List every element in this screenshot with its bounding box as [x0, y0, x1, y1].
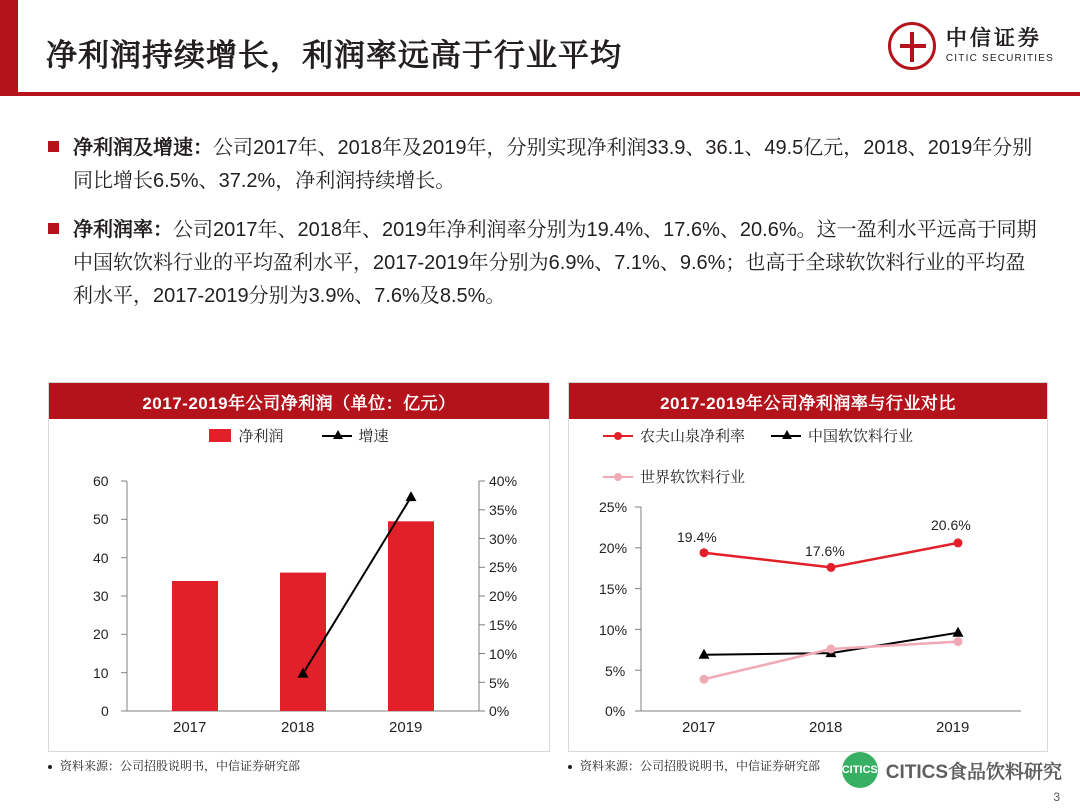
watermark [842, 752, 1062, 788]
list-item [48, 132, 1038, 198]
y2-tick-label: 5% [489, 675, 510, 691]
bullet-dot-icon [48, 765, 52, 769]
header-accent-bar [0, 0, 18, 96]
y2-tick-label: 15% [489, 617, 518, 633]
header-divider [0, 92, 1080, 96]
legend-label: 农夫山泉净利率 [640, 428, 746, 445]
bullet-text [73, 132, 1038, 198]
bullet-list [48, 132, 1038, 329]
y-tick-label: 20 [93, 626, 109, 642]
right-source-note [568, 757, 820, 774]
citic-logo-icon [888, 22, 936, 70]
logo-text-en: CITIC SECURITIES [945, 53, 1054, 65]
bullet-square-icon [48, 223, 59, 234]
x-tick-label: 2019 [389, 719, 423, 736]
bullet-dot-icon [568, 765, 572, 769]
page-number: 3 [1053, 790, 1060, 804]
right-chart-panel [568, 382, 1048, 752]
y-tick-label: 10 [93, 665, 109, 681]
logo-text-cn: 中信证券 [945, 26, 1042, 50]
source-text: 资料来源：公司招股说明书，中信证券研究部 [60, 759, 301, 773]
page-title: 净利润持续增长，利润率远高于行业平均 [46, 38, 622, 73]
y2-tick-label: 10% [489, 646, 518, 662]
watermark-text: CITICS食品饮料研究 [885, 761, 1062, 783]
y2-tick-label: 35% [489, 502, 518, 518]
right-chart-title: 2017-2019年公司净利润率与行业对比 [569, 383, 1047, 419]
y-tick-label: 0 [101, 703, 109, 719]
left-source-note [48, 757, 300, 774]
company-logo [888, 22, 1054, 70]
right-chart-svg [569, 419, 1047, 751]
x-tick-label: 2019 [936, 719, 970, 736]
x-tick-label: 2018 [281, 719, 315, 736]
legend-label: 中国软饮料行业 [808, 428, 914, 445]
y-tick-label: 5% [605, 663, 626, 679]
right-chart-plot [569, 419, 1047, 751]
bullet-text [73, 214, 1038, 313]
legend-label: 增速 [358, 428, 389, 445]
left-chart-panel [48, 382, 550, 752]
y-tick-label: 20% [599, 540, 628, 556]
y2-tick-label: 30% [489, 531, 518, 547]
data-label: 17.6% [805, 543, 845, 559]
watermark-logo-icon: CITICS [842, 752, 878, 788]
y2-tick-label: 20% [489, 588, 518, 604]
y-tick-label: 15% [599, 581, 628, 597]
x-tick-label: 2017 [682, 719, 716, 736]
left-chart-svg [49, 419, 549, 751]
legend-label: 世界软饮料行业 [640, 469, 746, 486]
bullet-body: 公司2017年、2018年、2019年净利润率分别为19.4%、17.6%、20.6%。这一盈利水平远高于同期中国软饮料行业的平均盈利水平，2017-2019年分别为6.9%、7.1%、9.6%；也高于全球软饮料行业的平均盈利水平，2017-2019分别为3.9%、7.6%及8.5%。 [73, 219, 1037, 307]
y-tick-label: 30 [93, 588, 109, 604]
bullet-lead: 净利润率： [73, 219, 173, 241]
source-text: 资料来源：公司招股说明书，中信证券研究部 [580, 759, 821, 773]
y-tick-label: 50 [93, 511, 109, 527]
bullet-lead: 净利润及增速： [73, 137, 213, 159]
data-label: 19.4% [677, 529, 717, 545]
slide-header [0, 0, 1080, 96]
left-chart-plot [49, 419, 549, 751]
left-chart-title: 2017-2019年公司净利润（单位：亿元） [49, 383, 549, 419]
y-tick-label: 60 [93, 473, 109, 489]
y-tick-label: 10% [599, 622, 628, 638]
y-tick-label: 25% [599, 499, 628, 515]
x-tick-label: 2017 [173, 719, 207, 736]
x-tick-label: 2018 [809, 719, 843, 736]
y2-tick-label: 40% [489, 473, 518, 489]
y-tick-label: 0% [605, 703, 626, 719]
legend-label: 净利润 [238, 428, 284, 445]
y2-tick-label: 0% [489, 703, 510, 719]
y-tick-label: 40 [93, 550, 109, 566]
y2-tick-label: 25% [489, 559, 518, 575]
bullet-square-icon [48, 141, 59, 152]
data-label: 20.6% [931, 517, 971, 533]
bullet-body: 公司2017年、2018年及2019年，分别实现净利润33.9、36.1、49.5亿元，2018、2019年分别同比增长6.5%、37.2%，净利润持续增长。 [73, 137, 1033, 192]
list-item [48, 214, 1038, 313]
